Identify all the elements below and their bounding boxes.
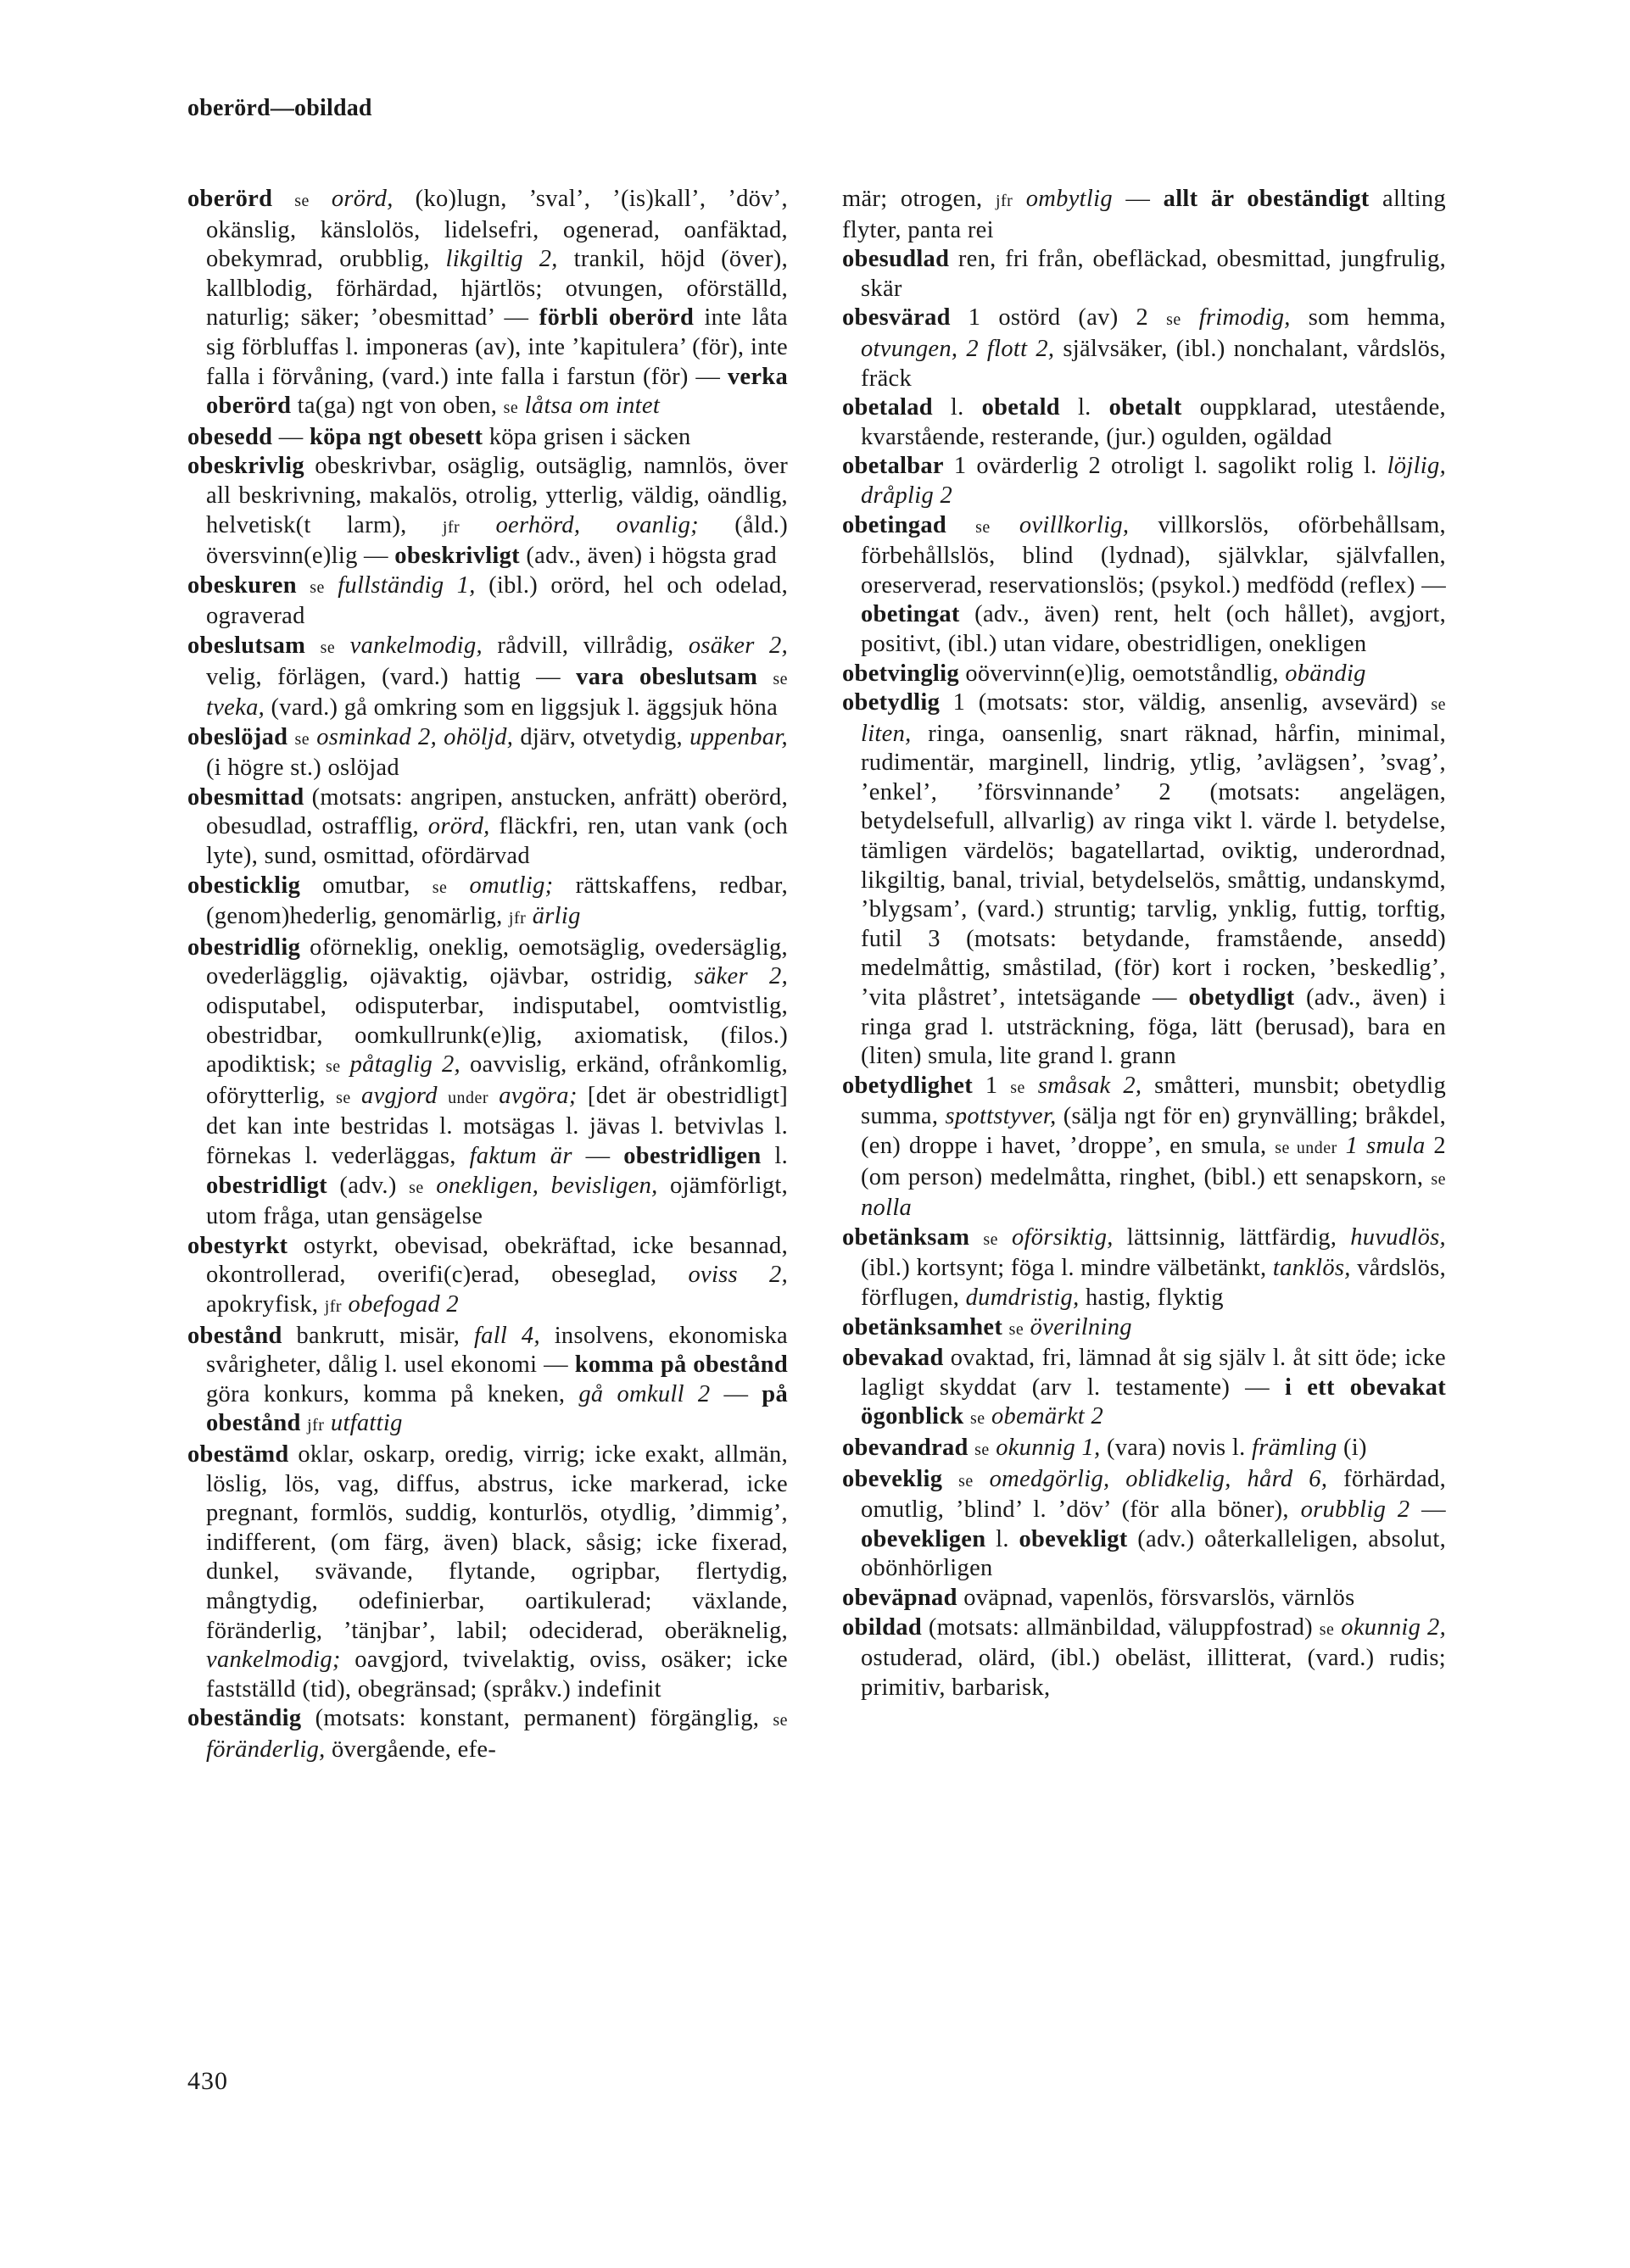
headword: obildad xyxy=(842,1613,922,1641)
dictionary-entry-obesedd xyxy=(187,423,788,453)
cross-ref-marker: se xyxy=(1008,1319,1024,1339)
bold-phrase: köpa ngt obesett xyxy=(309,423,483,450)
text-run: rådvill, villrådig, xyxy=(482,632,689,659)
text-run: (vara) novis l. xyxy=(1100,1434,1252,1461)
italic-term: osäker 2, xyxy=(688,632,788,659)
cross-ref-marker: se under xyxy=(1275,1139,1337,1157)
italic-term: avgjord xyxy=(361,1082,438,1109)
text-run: (åld.) översvinn(e)lig — xyxy=(206,511,788,570)
headword: obestämd xyxy=(187,1440,289,1468)
text-run: inte låta sig förbluffas l. imponeras (av), inte ’kapitulera’ (för), inte falla i förvåning, (vard.) inte falla i farstun (för) — xyxy=(206,304,788,390)
dictionary-entry-obestridlig xyxy=(187,933,788,1232)
headword: obestridlig xyxy=(187,933,301,961)
dictionary-entry-obestandig xyxy=(187,1704,788,1764)
italic-term: vankelmodig; xyxy=(206,1647,341,1674)
italic-term: ombytlig xyxy=(1025,186,1113,212)
text-run: (motsats: angripen, anstucken, anfrätt) oberörd, obesudlad, ostrafflig, xyxy=(206,783,788,840)
text-run: oförneklig, oneklig, oemotsäglig, ovedersäglig, ovederlägglig, ojävaktig, ojävbar, ostridig, xyxy=(206,933,788,990)
italic-term: okunnig 2, xyxy=(1341,1613,1447,1641)
text-run: hastig, flyktig xyxy=(1079,1284,1224,1311)
dictionary-entry-obildad xyxy=(842,1613,1446,1703)
italic-term: 1 smula xyxy=(1345,1133,1426,1159)
text-run: (vard.) gå omkring som en liggsjuk l. äggsjuk höna xyxy=(265,694,779,722)
italic-term: frimodig, xyxy=(1198,304,1291,332)
dictionary-entry-obeskrivlig xyxy=(187,452,788,571)
text-run xyxy=(341,1051,350,1078)
text-run: oövervinn(e)lig, oemotståndlig, xyxy=(958,660,1286,687)
text-run: självsäker, (ibl.) nonchalant, vårdslös, fräck xyxy=(861,335,1446,392)
italic-term: dumdristig, xyxy=(965,1284,1080,1311)
text-run: odisputabel, odisputerbar, indisputabel, oomtvistlig, obestridbar, oomkullrunk(e)lig, axiomatisk, (filos.) apodiktisk; xyxy=(206,993,788,1078)
italic-term: orubblig 2 xyxy=(1300,1496,1410,1524)
dictionary-entry-obesvarad xyxy=(842,304,1446,393)
text-run: (i) xyxy=(1337,1434,1367,1461)
text-run xyxy=(1025,1073,1038,1099)
cross-ref-marker: se xyxy=(294,729,310,749)
text-run xyxy=(297,572,310,599)
text-run: djärv, otvetydig, xyxy=(513,723,690,750)
dictionary-entry-obetanksam xyxy=(842,1223,1446,1313)
text-run xyxy=(964,1403,970,1429)
italic-term: gå omkull 2 xyxy=(578,1380,711,1407)
text-run xyxy=(460,512,495,538)
text-run xyxy=(342,1291,348,1318)
italic-term: ovillkorlig, xyxy=(1019,511,1130,538)
dictionary-entry-obeveklig xyxy=(842,1465,1446,1584)
text-run: — xyxy=(272,423,310,450)
headword: obeslöjad xyxy=(187,723,288,750)
dictionary-entry-obesudlad xyxy=(842,245,1446,304)
italic-term: säker 2, xyxy=(694,963,788,990)
bold-phrase: allt är obeständigt xyxy=(1163,186,1370,212)
headword: obesedd xyxy=(187,423,273,450)
bold-phrase: förbli oberörd xyxy=(539,304,695,332)
text-run: ostuderad, olärd, (ibl.) obeläst, illitterat, (vard.) rudis; primitiv, barbarisk, xyxy=(861,1645,1446,1701)
headword: obetydlig xyxy=(842,689,941,716)
bold-phrase: i ett obevakat ögonblick xyxy=(861,1374,1446,1430)
text-run: fläckfri, ren, utan vank (och lyte), sund, osmittad, ofördärvad xyxy=(206,813,788,870)
text-run xyxy=(1337,1133,1346,1159)
headword: obestyrkt xyxy=(187,1232,288,1259)
italic-term: fall 4, xyxy=(473,1322,540,1349)
text-run: (adv.) xyxy=(327,1172,410,1199)
text-run: ovaktad, fri, lämnad åt sig själv l. åt sitt öde; icke lagligt skyddat (arv l. testamente) — xyxy=(861,1345,1446,1401)
text-run xyxy=(310,724,316,750)
italic-term: osminkad 2, ohöljd, xyxy=(316,723,514,750)
headword: obetvinglig xyxy=(842,660,959,687)
cross-ref-marker: se xyxy=(773,1711,788,1730)
headword: obesmittad xyxy=(187,783,304,811)
text-run: omutbar, xyxy=(300,872,433,899)
text-run: förhärdad, omutlig, ’blind’ l. ’döv’ (för alla böner), xyxy=(861,1465,1447,1524)
text-run: — xyxy=(1410,1496,1446,1524)
text-run: oavgjord, tvivelaktig, oviss, osäker; icke fastställd (tid), obegränsad; (språkv.) indefinit xyxy=(206,1647,788,1702)
text-run: (adv., även) rent, helt (och hållet), avgjort, positivt, (ibl.) utan vidare, obestridligen, onekligen xyxy=(861,601,1446,657)
bold-phrase: komma på obestånd xyxy=(574,1351,788,1379)
bold-phrase: obevekligt xyxy=(1019,1525,1128,1552)
bold-phrase: verka oberörd xyxy=(206,363,788,420)
text-run: (adv.) oåterkalleligen, absolut, obönhörligen xyxy=(861,1525,1446,1582)
text-run: — xyxy=(572,1143,624,1169)
bold-phrase: vara obeslutsam xyxy=(576,663,758,690)
dictionary-entry-obetydlig xyxy=(842,688,1446,1072)
text-run xyxy=(1002,1314,1008,1340)
italic-term: småsak 2, xyxy=(1037,1072,1142,1099)
text-run: velig, förlägen, (vard.) hattig — xyxy=(206,663,577,690)
text-run: köpa grisen i säcken xyxy=(483,423,691,450)
text-run xyxy=(991,512,1019,538)
cross-ref-marker: jfr xyxy=(995,192,1013,210)
italic-term: påtaglig 2, xyxy=(349,1051,461,1078)
headword: obetald xyxy=(981,394,1060,421)
italic-term: utfattig xyxy=(330,1410,403,1437)
text-run xyxy=(985,1403,991,1429)
text-run: mär; otrogen, xyxy=(842,186,996,212)
cross-ref-marker: se xyxy=(983,1229,998,1249)
dictionary-entry-obeslojad xyxy=(187,723,788,783)
text-run xyxy=(1024,1314,1030,1340)
text-run: (i högre st.) oslöjad xyxy=(206,755,399,782)
italic-term: faktum är xyxy=(469,1143,572,1169)
headword: obeveklig xyxy=(842,1465,943,1492)
cross-ref-marker: se xyxy=(969,1409,985,1429)
bold-phrase: obestridligen xyxy=(623,1143,762,1169)
text-run xyxy=(310,186,332,212)
text-run xyxy=(272,186,294,212)
dictionary-entry-obevapnad xyxy=(842,1584,1446,1613)
text-run xyxy=(301,1410,307,1436)
text-run xyxy=(488,1083,499,1109)
italic-term: nolla xyxy=(861,1195,913,1222)
headword: oberörd xyxy=(187,186,273,212)
italic-term: obemärkt 2 xyxy=(991,1403,1103,1430)
italic-term: omutlig; xyxy=(469,872,554,899)
cross-ref-marker: under xyxy=(448,1088,488,1107)
headword: obetalt xyxy=(1108,394,1182,421)
dictionary-entry-obetydlighet xyxy=(842,1072,1446,1223)
headword: obetalad xyxy=(842,394,933,421)
italic-term: löjlig, dråplig 2 xyxy=(861,453,1446,509)
cross-ref-marker: se xyxy=(432,878,448,897)
text-run: (adv., även) i ringa grad l. utsträckning, föga, lätt (berusad), bara en (liten) smula, lite grand l. grann xyxy=(861,984,1446,1070)
text-run: l. xyxy=(932,394,982,421)
headword: obetingad xyxy=(842,511,947,538)
cross-ref-marker: jfr xyxy=(442,517,461,537)
italic-term: likgiltig 2, xyxy=(445,246,558,273)
dictionary-entry-obesticklig xyxy=(187,872,788,933)
italic-term: onekligen, bevisligen, xyxy=(436,1172,658,1199)
cross-ref-marker: se xyxy=(310,577,325,597)
dictionary-entry-obesmittad xyxy=(187,783,788,872)
running-head: oberörd—obildad xyxy=(187,95,372,121)
text-run xyxy=(942,1466,958,1492)
italic-term: obefogad 2 xyxy=(348,1290,459,1318)
headword: obestånd xyxy=(187,1322,282,1349)
cross-ref-marker: se xyxy=(1431,695,1446,715)
text-run: (motsats: allmänbildad, väluppfostrad) xyxy=(922,1613,1320,1641)
cross-ref-marker: se xyxy=(974,1440,990,1459)
headword: obeskrivlig xyxy=(187,453,304,480)
dictionary-entry-obestyrkt xyxy=(187,1232,788,1322)
dictionary-entry-obetalbar xyxy=(842,452,1446,510)
text-run: ringa, oansenlig, snart räknad, hårfin, minimal, rudimentär, marginell, lindrig, ytlig, ’avlägsen’, ’svag’, ’enkel’, ’försvinnande’ 2 (motsats: angelägen, betydelsefull, allvarlig) av ringa vikt l. värde l. betydelse, tämligen värdelös; bagatellartad, oviktig, underordnad, likgiltig, banal, trivial, betydelselös, småttig, undanskymd, ’blygsam’, (vard.) struntig; tarvlig, ynklig, futtig, torftig, futil 3 (motsats: betydande, framstående, ansedd) medelmåttig, småstilad, (för) kort i rocken, ’beskedlig’, ’vita plåstret’, intetsägande — xyxy=(861,720,1446,1011)
text-run xyxy=(305,632,320,659)
text-run: villkorslös, oförbehållsam, förbehållslös, blind (lydnad), självklar, självfallen, oreserverad, reservationslös; (psykol.) medfödd (reflex) — xyxy=(861,511,1446,599)
text-run: rättskaffens, redbar, (genom)hederlig, genomärlig, xyxy=(206,872,788,930)
cross-ref-marker: jfr xyxy=(307,1416,325,1435)
italic-term: låtsa om intet xyxy=(524,393,661,420)
dictionary-entry-obetalad xyxy=(842,393,1446,452)
headword: obesticklig xyxy=(187,872,301,899)
dictionary-entry-obetingad xyxy=(842,511,1446,660)
italic-term: otvungen, 2 flott 2, xyxy=(861,335,1055,362)
bold-phrase: obeskrivligt xyxy=(394,543,520,570)
text-run: övergående, efe- xyxy=(325,1736,497,1763)
dictionary-entry-obevakad xyxy=(842,1344,1446,1434)
text-run: ta(ga) ngt von oben, xyxy=(291,393,504,420)
cross-ref-marker: se xyxy=(503,398,519,418)
text-run: vårdslös, förflugen, xyxy=(861,1255,1446,1311)
text-run: göra konkurs, komma på kneken, xyxy=(206,1380,579,1407)
bold-phrase: obetingat xyxy=(861,601,960,628)
text-run: oväpnad, vapenlös, försvarslös, värnlös xyxy=(957,1584,1355,1611)
cross-ref-marker: se xyxy=(1166,310,1181,330)
cross-ref-marker: se xyxy=(409,1178,424,1197)
text-run: apokryfisk, xyxy=(206,1290,325,1318)
text-run: ouppklarad, utestående, kvarstående, resterande, (jur.) ogulden, ogäldad xyxy=(861,394,1446,450)
headword: obeslutsam xyxy=(187,632,306,659)
cross-ref-marker: jfr xyxy=(324,1296,343,1316)
headword: obetalbar xyxy=(842,453,944,480)
text-run: som hemma, xyxy=(1290,304,1446,332)
headword: obevakad xyxy=(842,1345,944,1372)
cross-ref-marker: se xyxy=(975,517,991,537)
text-run: ostyrkt, obevisad, obekräftad, icke besannad, okontrollerad, overifi(c)erad, obeseglad, xyxy=(206,1232,788,1289)
cross-ref-marker: se xyxy=(1010,1078,1025,1097)
italic-term: tveka, xyxy=(206,694,265,722)
headword: obeväpnad xyxy=(842,1584,957,1611)
text-run: oklar, oskarp, oredig, virrig; icke exakt, allmän, löslig, lös, vag, diffus, abstrus, icke markerad, icke pregnant, formlös, suddig, konturlös, otydlig, ’dimmig’, indifferent, (om färg, även) black, såsig; icke fixerad, dunkel, svävande, flytande, ogripbar, flertydig, mångtydig, odefinierbar, oartikulerad; växlande, föränderlig, ’tänjbar’, labil; odeciderad, oberäknelig, xyxy=(206,1440,788,1644)
text-run xyxy=(1013,186,1025,212)
text-run: 1 ostörd (av) 2 xyxy=(950,304,1167,332)
text-run xyxy=(447,872,469,899)
cross-ref-marker: se xyxy=(336,1088,351,1107)
text-run: l. xyxy=(985,1525,1019,1552)
cross-ref-marker: se xyxy=(958,1471,974,1491)
text-run: [det är obestridligt] det kan inte bestridas l. motsägas l. jävas l. betvivlas l. förnekas l. vederläggas, xyxy=(206,1082,788,1169)
italic-term: spottstyver, xyxy=(945,1103,1057,1130)
text-run: trankil, höjd (över), kallblodig, förhärdad, hjärtlös; otvungen, oförställd, naturlig; säker; ’obesmittad’ — xyxy=(206,246,788,332)
italic-term: oviss 2, xyxy=(688,1262,789,1289)
cross-ref-marker: jfr xyxy=(508,909,527,928)
italic-term: okunnig 1, xyxy=(996,1434,1101,1461)
dictionary-entry-obestamd xyxy=(187,1440,788,1704)
text-run xyxy=(946,512,975,538)
text-run xyxy=(969,1224,983,1251)
dictionary-entry-obevandrad xyxy=(842,1434,1446,1465)
text-run: 1 xyxy=(973,1072,1011,1099)
dictionary-entry-obeskuren xyxy=(187,571,788,632)
text-run: (sälja ngt för en) grynvälling; bråkdel, (en) droppe i havet, ’droppe’, en smula, xyxy=(861,1103,1446,1159)
headword: obesudlad xyxy=(842,246,950,273)
italic-term: fullständig 1, xyxy=(338,571,476,599)
dictionary-entry-obetanksamhet xyxy=(842,1313,1446,1345)
text-run: 1 ovärderlig 2 otroligt l. sagolikt rolig l. xyxy=(943,453,1387,480)
dictionary-entry-obetvinglig xyxy=(842,660,1446,689)
headword: obetänksamhet xyxy=(842,1313,1003,1340)
italic-term: obändig xyxy=(1285,660,1366,687)
italic-term: främling xyxy=(1251,1434,1337,1461)
text-run: l. xyxy=(1059,394,1109,421)
text-run: (ibl.) kortsynt; föga l. mindre välbetänkt, xyxy=(861,1255,1273,1282)
cross-ref-marker: se xyxy=(320,638,336,657)
text-run: obeskrivbar, osäglig, outsäglig, namnlös, över all beskrivning, makalös, otrolig, ytterlig, väldig, oändlig, helvetisk(t larm), xyxy=(206,453,788,538)
cross-ref-marker: se xyxy=(294,192,310,210)
headword: obeskuren xyxy=(187,571,297,599)
cross-ref-marker: se xyxy=(1431,1169,1446,1189)
text-run: bankrutt, misär, xyxy=(282,1322,474,1349)
text-run xyxy=(518,393,524,419)
bold-phrase: på obestånd xyxy=(206,1380,788,1437)
text-run: oavvislig, erkänd, ofrånkomlig, oförytterlig, xyxy=(206,1051,788,1109)
cross-ref-marker: se xyxy=(1319,1619,1335,1639)
headword: obeständig xyxy=(187,1705,302,1732)
italic-term: omedgörlig, oblidkelig, hård 6, xyxy=(989,1465,1328,1492)
italic-term: huvudlös, xyxy=(1350,1223,1446,1251)
page-number: 430 xyxy=(187,2067,228,2095)
headword: obetänksam xyxy=(842,1223,970,1251)
text-run: (ko)lugn, ’sval’, ’(is)kall’, ’döv’, okänslig, känslolös, lidelsefri, ogenerad, oanfäktad, obekymrad, orubblig, xyxy=(206,186,788,273)
dictionary-entry-obestand xyxy=(187,1322,788,1440)
right-column xyxy=(842,185,1446,1702)
bold-phrase: obetydligt xyxy=(1188,984,1295,1011)
text-run: (ibl.) orörd, hel och odelad, ograverad xyxy=(206,571,788,630)
text-run xyxy=(424,1173,436,1199)
text-run: ojämförligt, utom fråga, utan gensägelse xyxy=(206,1172,788,1230)
text-run xyxy=(974,1466,990,1492)
text-run: (adv., även) i högsta grad xyxy=(519,543,777,570)
dictionary-entry-oberord xyxy=(187,185,788,423)
text-run: (motsats: konstant, permanent) förgänglig, xyxy=(301,1705,773,1732)
headword: obesvärad xyxy=(842,304,951,332)
italic-term: orörd, xyxy=(331,186,394,212)
headword: obevandrad xyxy=(842,1434,969,1461)
text-run: 2 (om person) medelmåtta, ringhet, (bibl.) ett senapskorn, xyxy=(861,1133,1446,1190)
cross-ref-marker: se xyxy=(773,669,788,688)
italic-term: vankelmodig, xyxy=(349,632,483,659)
text-run: — xyxy=(1112,186,1164,212)
italic-term: föränderlig, xyxy=(206,1736,326,1763)
italic-term: orörd, xyxy=(427,813,490,840)
italic-term: tanklös, xyxy=(1272,1255,1351,1282)
text-run xyxy=(1181,304,1199,331)
italic-term: oförsiktig, xyxy=(1012,1223,1114,1251)
left-column xyxy=(187,185,788,1764)
text-run: ren, fri från, obefläckad, obesmittad, jungfrulig, skär xyxy=(861,246,1446,302)
text-run: 1 (motsats: stor, väldig, ansenlig, avsevärd) xyxy=(940,689,1432,716)
text-run: allting flyter, panta rei xyxy=(842,186,1446,243)
text-run xyxy=(757,664,773,690)
dictionary-entry-obeslutsam xyxy=(187,632,788,723)
italic-term: liten, xyxy=(861,720,912,747)
italic-term: avgöra; xyxy=(499,1082,578,1109)
text-run: l. xyxy=(761,1143,788,1169)
italic-term: överilning xyxy=(1030,1313,1132,1340)
text-run xyxy=(998,1224,1012,1251)
text-run xyxy=(351,1083,361,1109)
italic-term: uppenbar, xyxy=(689,723,788,750)
text-run xyxy=(438,1083,448,1109)
text-run: insolvens, ekonomiska svårigheter, dålig l. usel ekonomi — xyxy=(206,1322,788,1379)
bold-phrase: obevekligen xyxy=(861,1525,986,1552)
cross-ref-marker: se xyxy=(325,1057,341,1077)
text-run xyxy=(325,572,338,599)
dictionary-entry-obestandig-cont xyxy=(842,185,1446,245)
italic-term: ärlig xyxy=(532,903,581,930)
bold-phrase: obestridligt xyxy=(206,1172,327,1199)
headword: obetydlighet xyxy=(842,1072,974,1099)
text-run: — xyxy=(710,1380,762,1407)
text-run xyxy=(526,903,532,929)
text-run: lättsinnig, lättfärdig, xyxy=(1113,1223,1351,1251)
text-run xyxy=(324,1410,330,1436)
text-run xyxy=(335,632,349,659)
italic-term: oerhörd, ovanlig; xyxy=(495,511,699,538)
text-run: småtteri, munsbit; obetydlig summa, xyxy=(861,1072,1446,1130)
